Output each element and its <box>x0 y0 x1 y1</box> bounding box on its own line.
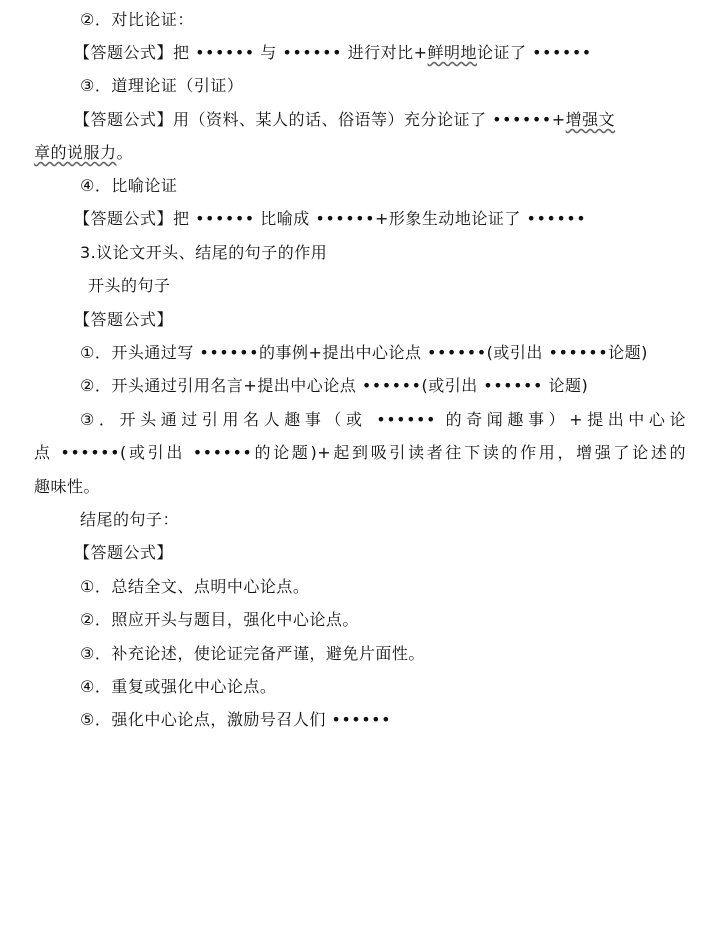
opening-item-3-line-1: ③．开头通过引用名人趣事（或 •••••• 的奇闻趣事）+提出中心论 <box>80 410 686 429</box>
formula-contrast-text-2: 论证了 •••••• <box>477 43 592 62</box>
opening-item-3-line-2: 点 ••••••(或引出 ••••••的论题)+起到吸引读者往下读的作用，增强了论述的 <box>34 443 686 462</box>
formula-contrast <box>74 41 686 65</box>
formula-reason-text-1: 【答题公式】用（资料、某人的话、俗语等）充分论证了 ••••••+ <box>74 110 566 129</box>
ending-item-3: ③．补充论述，使论证完备严谨，避免片面性。 <box>80 644 425 663</box>
formula-reason-line-1 <box>74 108 686 132</box>
formula-reason-emphasis-1: 增强文 <box>565 110 616 129</box>
formula-reason-text-2: 。 <box>116 143 134 162</box>
opening-formula-label: 【答题公式】 <box>74 310 174 329</box>
formula-reason-emphasis-2: 章的说服力 <box>34 143 117 162</box>
formula-contrast-text-1: 【答题公式】把 •••••• 与 •••••• 进行对比+ <box>74 43 428 62</box>
ending-item-2: ②．照应开头与题目，强化中心论点。 <box>80 610 359 629</box>
opening-item-3-line-3: 趣味性。 <box>34 477 101 496</box>
section-contrast-argument: ②．对比论证： <box>80 10 194 29</box>
ending-formula-label: 【答题公式】 <box>74 543 174 562</box>
opening-item-1: ①．开头通过写 ••••••的事例+提出中心论点 ••••••(或引出 ••••••论题) <box>80 343 648 362</box>
formula-reason-line-2 <box>34 141 686 165</box>
formula-metaphor: 【答题公式】把 •••••• 比喻成 ••••••+形象生动地论证了 •••••• <box>74 209 587 228</box>
formula-contrast-emphasis: 鲜明地 <box>427 43 478 62</box>
ending-item-4: ④．重复或强化中心论点。 <box>80 677 277 696</box>
section-metaphor-argument: ④．比喻论证 <box>80 176 178 195</box>
ending-item-1: ①．总结全文、点明中心论点。 <box>80 577 310 596</box>
opening-item-2: ②．开头通过引用名言+提出中心论点 ••••••(或引出 •••••• 论题) <box>80 376 589 395</box>
opening-sentence-heading: 开头的句子 <box>88 276 171 295</box>
section-opening-ending-heading: 3.议论文开头、结尾的句子的作用 <box>80 243 328 262</box>
ending-sentence-heading: 结尾的句子： <box>80 510 180 529</box>
ending-item-5: ⑤．强化中心论点，激励号召人们 •••••• <box>80 710 392 729</box>
section-reason-argument: ③．道理论证（引证） <box>80 76 244 95</box>
